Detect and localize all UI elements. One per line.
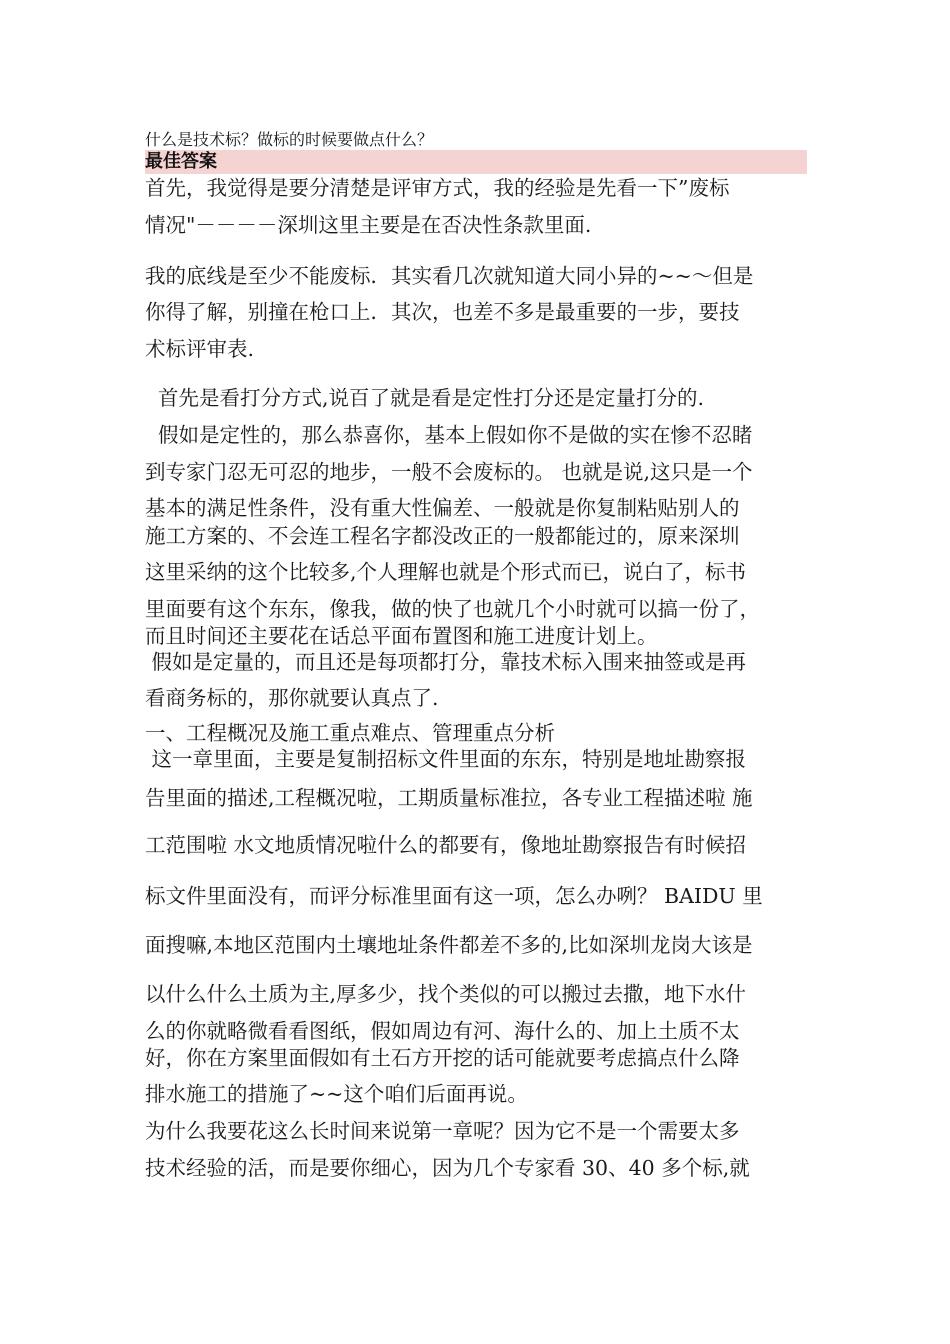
text-line: 我的底线是至少不能废标．其实看几次就知道大同小异的~~～但是	[145, 264, 754, 288]
text-line: 看商务标的，那你就要认真点了.	[145, 686, 439, 710]
text-line: 好，你在方案里面假如有土石方开挖的话可能就要考虑搞点什么降	[145, 1046, 740, 1070]
text-line: 首先，我觉得是要分清楚是评审方式，我的经验是先看一下”废标	[145, 176, 730, 200]
text-line: 这一章里面，主要是复制招标文件里面的东东，特别是地址勘察报	[145, 747, 747, 771]
text-line: 假如是定性的，那么恭喜你，基本上假如你不是做的实在惨不忍睹	[145, 423, 753, 447]
text-line: 假如是定量的，而且还是每项都打分，靠技术标入围来抽签或是再	[145, 650, 747, 674]
text-line: 排水施工的措施了~~这个咱们后面再说。	[145, 1082, 528, 1106]
text-line: 工范围啦 水文地质情况啦什么的都要有，像地址勘察报告有时候招	[145, 833, 747, 857]
text-line: 里面要有这个东东，像我，做的快了也就几个小时就可以搞一份了，	[145, 597, 760, 621]
text-line: 情况"－－－－深圳这里主要是在否决性条款里面.	[145, 213, 592, 237]
text-line: 技术经验的活，而是要你细心，因为几个专家看 30、40 多个标,就	[145, 1156, 750, 1180]
best-answer-label: 最佳答案	[145, 151, 217, 172]
question-title: 什么是技术标？做标的时候要做点什么？	[145, 130, 434, 149]
text-line: 术标评审表.	[145, 337, 255, 361]
text-line: 标文件里面没有，而评分标准里面有这一项，怎么办咧？ BAIDU 里	[145, 884, 763, 908]
text-line: 而且时间还主要花在话总平面布置图和施工进度计划上。	[145, 624, 658, 648]
best-answer-highlight	[145, 150, 807, 174]
text-line: 首先是看打分方式,说百了就是看是定性打分还是定量打分的.	[145, 386, 705, 410]
text-line: 告里面的描述,工程概况啦，工期质量标准拉，各专业工程描述啦 施	[145, 786, 753, 810]
text-line: 到专家门忍无可忍的地步，一般不会废标的。 也就是说,这只是一个	[145, 460, 753, 484]
text-line: 基本的满足性条件，没有重大性偏差、一般就是你复制粘贴别人的	[145, 496, 740, 520]
text-line: 你得了解，别撞在枪口上．其次，也差不多是最重要的一步，要技	[145, 300, 740, 324]
text-line: 为什么我要花这么长时间来说第一章呢？因为它不是一个需要太多	[145, 1119, 740, 1143]
text-line: 施工方案的、不会连工程名字都没改正的一般都能过的，原来深圳	[145, 524, 740, 548]
text-line: 面搜嘛,本地区范围内土壤地址条件都差不多的,比如深圳龙岗大该是	[145, 933, 753, 957]
text-line: 么的你就略微看看图纸，假如周边有河、海什么的、加上土质不太	[145, 1019, 740, 1043]
text-line: 这里采纳的这个比较多,个人理解也就是个形式而已，说白了，标书	[145, 560, 747, 584]
section-heading: 一、工程概况及施工重点难点、管理重点分析	[145, 721, 555, 745]
text-line: 以什么什么土质为主,厚多少，找个类似的可以搬过去撒，地下水什	[145, 982, 747, 1006]
